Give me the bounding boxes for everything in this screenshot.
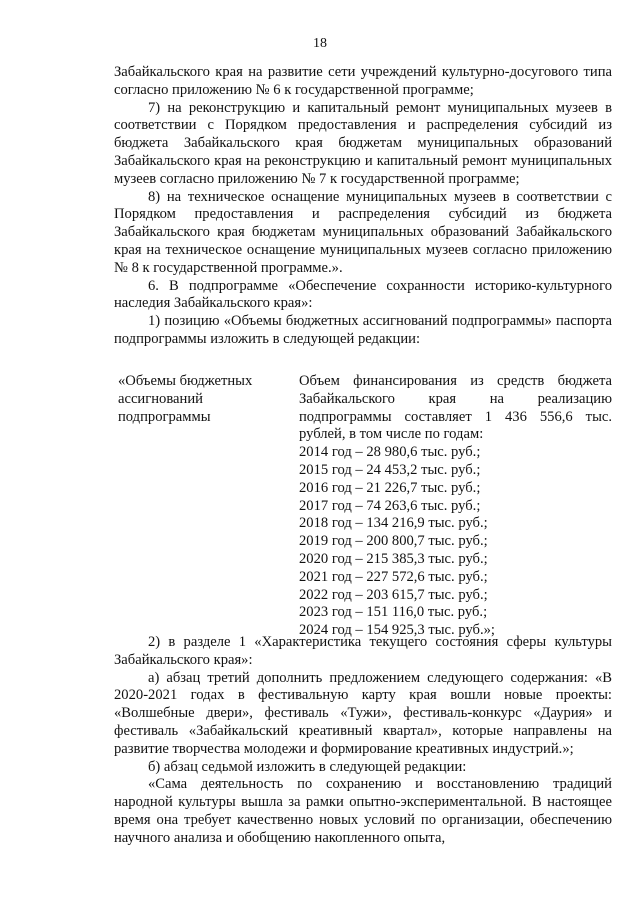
funding-year-line: 2017 год – 74 263,6 тыс. руб.; (299, 497, 481, 514)
funding-table-label: «Объемы бюджетных ассигнований подпрограммы (118, 373, 253, 425)
funding-year-line: 2019 год – 200 800,7 тыс. руб.; (299, 533, 488, 550)
paragraph: б) абзац седьмой изложить в следующей редакции: (148, 758, 467, 775)
paragraph: 1) позицию «Объемы бюджетных ассигнований подпрограммы» паспорта подпрограммы изложить в следующей редакции: (114, 313, 612, 347)
funding-year-line: 2016 год – 21 226,7 тыс. руб.; (299, 479, 481, 496)
funding-year-line: 2021 год – 227 572,6 тыс. руб.; (299, 568, 488, 585)
funding-year-line: 2024 год – 154 925,3 тыс. руб.»; (299, 622, 495, 639)
funding-year-line: 2015 год – 24 453,2 тыс. руб.; (299, 461, 481, 478)
paragraph: 6. В подпрограмме «Обеспечение сохранности историко-культурного наследия Забайкальского края»: (114, 277, 612, 312)
funding-intro: Объем финансирования из средств бюджета Забайкальского края на реализацию подпрограммы составляет 1 436 556,6 тыс. рублей, в том числе по годам: (299, 373, 612, 443)
funding-year-line: 2018 год – 134 216,9 тыс. руб.; (299, 515, 488, 532)
funding-year-line: 2023 год – 151 116,0 тыс. руб.; (299, 604, 488, 621)
paragraph: а) абзац третий дополнить предложением следующего содержания: «В 2020-2021 годах в фестивальную карту края вошли новые проекты: «Волшебные двери», фестиваль «Тужи», фестиваль-конкурс «Даурия» и фестиваль «Забайкальский креативный квартал», которые направлены на развитие творчества молодежи и формирование креативных индустрий.»; (114, 669, 612, 757)
paragraph: «Сама деятельность по сохранению и восстановлению традиций народной культуры вышла за рамки опытно-экспериментальной. В настоящее время она требует качественно новых условий по организации, обеспечению научного анализа и обобщению накопленного опыта, (114, 776, 612, 846)
funding-table-value (299, 373, 612, 640)
funding-year-line: 2014 год – 28 980,6 тыс. руб.; (299, 444, 481, 461)
paragraph: Забайкальского края на развитие сети учреждений культурно-досугового типа согласно приложению № 6 к государственной программе; (114, 64, 612, 98)
top-text-block (114, 64, 612, 349)
bottom-text-block (114, 634, 612, 848)
paragraph: 2) в разделе 1 «Характеристика текущего состояния сферы культуры Забайкальского края»: (114, 634, 612, 668)
page-number: 18 (313, 36, 327, 51)
paragraph: 8) на техническое оснащение муниципальных музеев в соответствии с Порядком предоставления и распределения субсидий из бюджета Забайкальского края бюджетам муниципальных образований Забайкальского края на техническое оснащение муниципальных музеев согласно приложению № 8 к государственной программе.». (114, 188, 612, 276)
funding-year-line: 2020 год – 215 385,3 тыс. руб.; (299, 550, 488, 567)
paragraph: 7) на реконструкцию и капитальный ремонт муниципальных музеев в соответствии с Порядком предоставления и распределения субсидий из бюджета Забайкальского края бюджетам муниципальных образований Забайкальского края на реконструкцию и капитальный ремонт муниципальных музеев согласно приложению № 7 к государственной программе; (114, 99, 612, 187)
funding-year-line: 2022 год – 203 615,7 тыс. руб.; (299, 586, 488, 603)
